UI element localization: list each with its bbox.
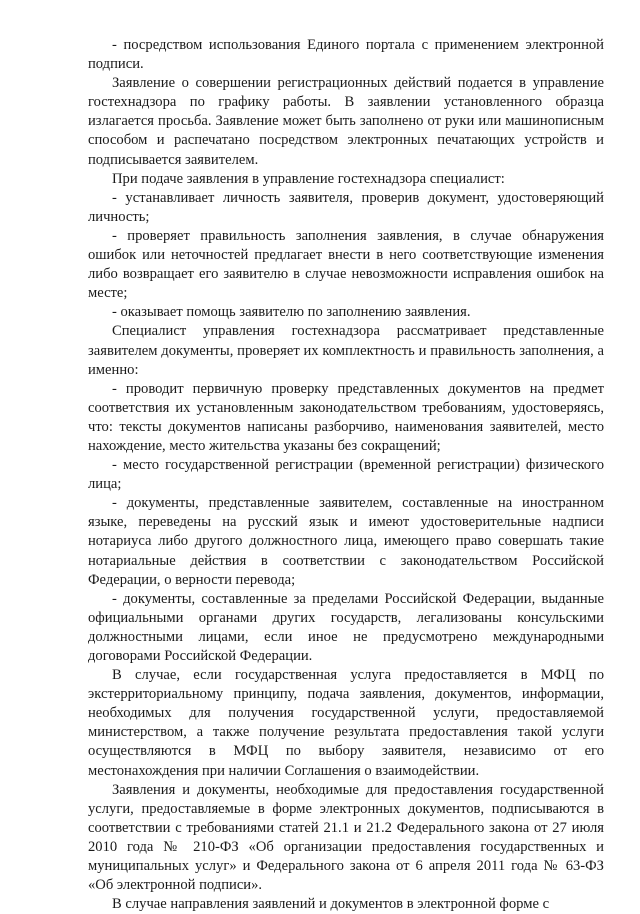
paragraph-8 bbox=[88, 380, 604, 456]
paragraph-6 bbox=[88, 303, 604, 322]
paragraph-12 bbox=[88, 666, 604, 781]
paragraph-13-text: Заявления и документы, необходимые для предоставления государственной услуги, предоставляемые в форме электронных документов, подписываются в соответствии с требованиями статей 21.1 и 21.2 Федерального закона от 27 июля 2010 года № 210-ФЗ «Об организации предоставления государственных и муниципальных услуг» и Федерального закона от 6 апреля 2011 года № 63-ФЗ «Об электронной подписи». bbox=[88, 781, 604, 894]
paragraph-2 bbox=[88, 74, 604, 169]
paragraph-4 bbox=[88, 189, 604, 227]
paragraph-11 bbox=[88, 590, 604, 666]
paragraph-7 bbox=[88, 322, 604, 379]
paragraph-8-text: - проводит первичную проверку представленных документов на предмет соответствия их установленным законодательством требованиям, удостоверяясь, что: тексты документов написаны разборчиво, наименования заявителей, место нахождение, место жительства указаны без сокращений; bbox=[88, 380, 604, 454]
document-body bbox=[88, 36, 604, 914]
paragraph-14-text: В случае направления заявлений и документов в электронной форме с bbox=[112, 896, 550, 913]
paragraph-13 bbox=[88, 781, 604, 896]
paragraph-5-text: - проверяет правильность заполнения заявления, в случае обнаружения ошибок или неточностей предлагает внести в него соответствующие изменения либо возвращает его заявителю в случае невозможности исправления ошибок на месте; bbox=[88, 227, 604, 302]
paragraph-10-text: - документы, представленные заявителем, составленные на иностранном языке, переведены на русский язык и имеют удостоверительные надписи нотариуса либо другого должностного лица, имеющего право совершать такие нотариальные действия в соответствии с законодательством Российской Федерации, о верности перевода; bbox=[88, 495, 604, 588]
paragraph-9 bbox=[88, 456, 604, 494]
paragraph-1-text: - посредством использования Единого портала с применением электронной подписи. bbox=[88, 37, 604, 73]
paragraph-11-text: - документы, составленные за пределами Российской Федерации, выданные официальными органами других государств, легализованы консульскими должностными лицами, если иное не предусмотрено международными договорами Российской Федерации. bbox=[88, 590, 604, 664]
paragraph-2-text: Заявление о совершении регистрационных действий подается в управление гостехнадзора по графику работы. В заявлении установленного образца излагается просьба. Заявление может быть заполнено от руки или машинописным способом и распечатано посредством электронных печатающих устройств и подписывается заявителем. bbox=[88, 75, 604, 168]
paragraph-7-text: Специалист управления гостехнадзора рассматривает представленные заявителем документы, проверяет их комплектность и правильность заполнения, а именно: bbox=[88, 323, 604, 378]
paragraph-4-text: - устанавливает личность заявителя, проверив документ, удостоверяющий личность; bbox=[88, 189, 604, 225]
paragraph-6-text: - оказывает помощь заявителю по заполнению заявления. bbox=[112, 304, 471, 321]
paragraph-10 bbox=[88, 494, 604, 589]
paragraph-5 bbox=[88, 227, 604, 303]
paragraph-9-text: - место государственной регистрации (временной регистрации) физического лица; bbox=[88, 457, 604, 493]
paragraph-1 bbox=[88, 36, 604, 74]
paragraph-3-text: При подаче заявления в управление гостехнадзора специалист: bbox=[112, 170, 505, 187]
paragraph-12-text: В случае, если государственная услуга предоставляется в МФЦ по экстерриториальному принципу, подача заявления, документов, информации, необходимых для получения государственной услуги, предоставляемой министерством, а также получение результата предоставления такой услуги осуществляются в МФЦ по выбору заявителя, независимо от его местонахождения при наличии Соглашения о взаимодействии. bbox=[88, 667, 604, 779]
paragraph-3 bbox=[88, 170, 604, 189]
